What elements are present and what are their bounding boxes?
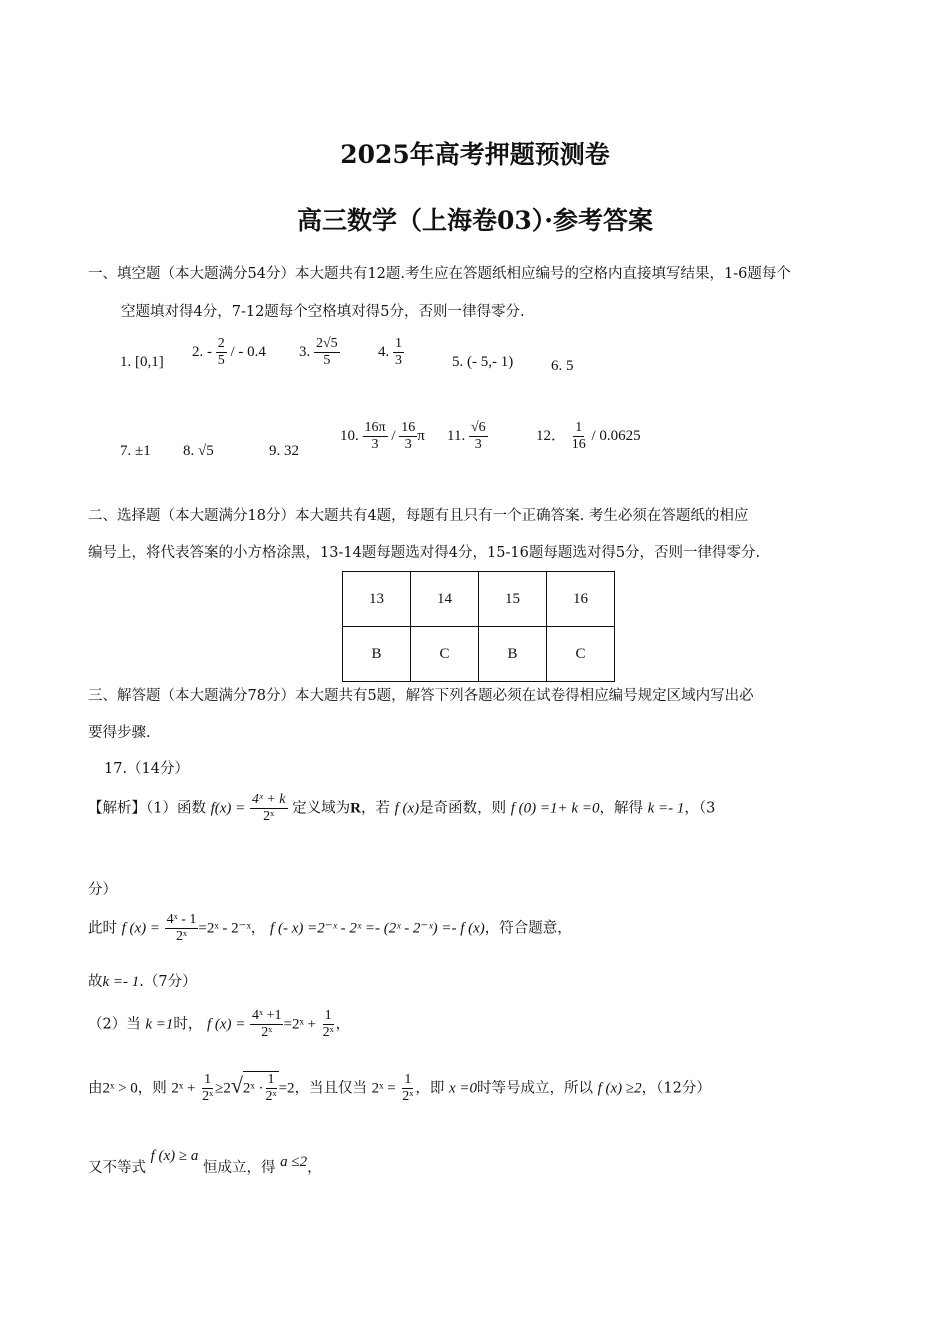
table-cell: C [547, 627, 615, 682]
answer-value: (- 5,- 1) [467, 354, 514, 370]
answer-value: √5 [198, 443, 214, 459]
math-expr: f (x) [394, 800, 420, 817]
answer-number: 3. [299, 344, 311, 361]
math-expr: ≥2 [215, 1080, 231, 1097]
table-row [343, 627, 615, 682]
table-cell: B [343, 627, 411, 682]
math-expr: f (x) = [121, 920, 161, 937]
math-expr: f (0) =1+ k =0 [510, 800, 600, 817]
table-header-cell: 13 [343, 572, 411, 627]
section2-intro-line2: 编号上，将代表答案的小方格涂黑，13-14题每题选对得4分，15-16题每题选对得5分，否则一律得零分. [88, 545, 761, 561]
text: ，则 [137, 1080, 167, 1097]
text: ，（3 [684, 800, 716, 817]
answer-number: 4. [378, 344, 390, 361]
math-expr: f (x) ≥ a [150, 1148, 199, 1164]
math-expr: =2 [278, 1080, 295, 1097]
q17-part2-line [88, 1008, 350, 1041]
answer-value: ±1 [135, 443, 151, 459]
math-fraction: $\frac{1}{\text{2ˣ}}$ [402, 1072, 414, 1105]
section2-intro-line1: 二、选择题（本大题满分18分）本大题共有4题，每题有且只有一个正确答案. 考生必须在答题纸的相应 [88, 508, 749, 524]
table-cell: C [411, 627, 479, 682]
answer-7 [120, 443, 151, 460]
text: 是奇函数，则 [419, 800, 507, 817]
math-expr: 2ˣ = [371, 1080, 396, 1097]
text: ，解得 [599, 800, 643, 817]
math-expr: k =- 1 [102, 974, 140, 990]
answer-value: [0,1] [135, 354, 164, 370]
math-fraction: $\frac{\text{4ˣ +1}}{\text{2ˣ}}$ [252, 1008, 282, 1041]
math-expr: 2ˣ + [171, 1080, 196, 1097]
table-row [343, 572, 615, 627]
text: 此时 [88, 920, 117, 937]
q17-part1-score: 分） [88, 882, 117, 898]
math-R: R [350, 800, 361, 817]
answer-1 [120, 354, 164, 371]
text: ， [250, 920, 266, 937]
text: ，当且仅当 [294, 1080, 368, 1097]
answer-value: 32 [284, 443, 299, 459]
table-header-cell: 16 [547, 572, 615, 627]
text: 又不等式 [88, 1160, 146, 1176]
text: 【解析】（1）函数 [88, 800, 206, 817]
text: ，即 [415, 1080, 445, 1097]
sqrt-radicand [243, 1071, 279, 1105]
answer-6 [551, 358, 574, 375]
answer-number: 11. [447, 428, 466, 445]
answer-separator: / [391, 428, 396, 445]
math-fraction: $\frac{\text{4ˣ - 1}}{\text{2ˣ}}$ [166, 912, 197, 945]
answer-10 [340, 420, 425, 453]
section1-intro-line1: 一、填空题（本大题满分54分）本大题共有12题.考生应在答题纸相应编号的空格内直接填写结果，1-6题每个 [88, 266, 791, 282]
q17-heading: 17.（14分） [104, 761, 190, 777]
math-expr: x =0 [448, 1080, 477, 1097]
page-subtitle: 高三数学（上海卷03）·参考答案 [297, 206, 653, 235]
math-fraction: $\frac{1}{\text{2ˣ}}$ [202, 1072, 214, 1105]
math-expr: 2ˣ · [242, 1080, 264, 1097]
text: （2）当 [88, 1016, 141, 1033]
answer-5 [452, 354, 513, 371]
answer-number: 9. [269, 443, 281, 459]
sqrt-icon: √ [230, 1072, 243, 1098]
text: 由 [88, 1080, 103, 1097]
answer-number: 6. [551, 358, 563, 374]
math-expr: f(x) = [210, 800, 246, 817]
answer-fraction: $\frac{√6}{3}$ [470, 420, 486, 453]
answer-fraction: $\frac{1}{3}$ [395, 336, 402, 369]
text: .（7分） [139, 974, 197, 990]
answer-number: 10. [340, 428, 359, 445]
text: ，（12分） [641, 1080, 711, 1097]
section1-intro-line2: 空题填对得4分，7-12题每个空格填对得5分，否则一律得零分. [121, 304, 525, 320]
q17-part1-line [88, 792, 715, 825]
table-header-cell: 14 [411, 572, 479, 627]
math-expr: 2ˣ > 0 [102, 1080, 138, 1097]
math-expr: =2ˣ + [283, 1016, 316, 1033]
math-fraction: $\frac{1}{\text{2ˣ}}$ [265, 1072, 277, 1105]
math-expr: f (- x) =2⁻ˣ - 2ˣ =- (2ˣ - 2⁻ˣ) =- f (x) [270, 920, 485, 937]
answer-number: 2. [192, 344, 204, 361]
q17-part1-result [88, 970, 197, 991]
answer-fraction: $\frac{2}{5}$ [217, 336, 225, 369]
text: ， [307, 1160, 322, 1176]
answer-fraction: $\frac{2√5}{5}$ [316, 336, 338, 369]
table-header-cell: 15 [479, 572, 547, 627]
math-expr: k =1 [145, 1016, 174, 1033]
answer-number: 7. [120, 443, 132, 459]
choice-answer-table [342, 571, 615, 682]
answer-fraction: $\frac{16}{3}$ [401, 420, 416, 453]
answer-11 [447, 420, 488, 453]
answer-3 [299, 336, 340, 369]
answer-fraction: $\frac{16\pi}{3}$ [364, 420, 386, 453]
text: ，若 [360, 800, 390, 817]
answer-fraction: $\frac{1}{16}$ [571, 420, 586, 453]
q17-part2-inequality [88, 1071, 711, 1105]
text: 时等号成立，所以 [476, 1080, 593, 1097]
q17-part2-conclusion [88, 1148, 322, 1177]
answer-4 [378, 336, 404, 369]
table-cell: B [479, 627, 547, 682]
page-title: 2025年高考押题预测卷 [340, 140, 610, 169]
answer-sign: - [207, 344, 212, 361]
text: 恒成立，得 [203, 1160, 276, 1176]
math-fraction: $\frac{\text{4ˣ + k}}{\text{2ˣ}}$ [251, 792, 286, 825]
answer-alt: / - 0.4 [230, 344, 266, 361]
text: ，符合题意， [484, 920, 572, 937]
answer-value: 5 [566, 358, 574, 374]
text: ， [335, 1016, 351, 1033]
answer-alt: / 0.0625 [591, 428, 641, 445]
section3-intro-line1: 三、解答题（本大题满分78分）本大题共有5题，解答下列各题必须在试卷得相应编号规定区域内写出必 [88, 688, 754, 704]
q17-part1-check [88, 912, 572, 945]
answer-number: 12． [536, 428, 567, 445]
answer-8 [183, 443, 214, 460]
answer-pi: π [417, 428, 425, 445]
math-expr: f (x) ≥2 [597, 1080, 642, 1097]
math-expr: f (x) = [206, 1016, 246, 1033]
answer-number: 5. [452, 354, 464, 370]
answer-2 [192, 336, 266, 369]
text: 定义域为 [292, 800, 351, 817]
answer-number: 8. [183, 443, 195, 459]
answer-12 [536, 420, 641, 453]
answer-number: 1. [120, 354, 132, 370]
math-expr: k =- 1 [647, 800, 685, 817]
text: 时， [173, 1016, 203, 1033]
section3-intro-line2: 要得步骤. [88, 725, 151, 741]
math-expr: =2ˣ - 2⁻ˣ [198, 920, 251, 937]
math-fraction: $\frac{1}{\text{2ˣ}}$ [322, 1008, 334, 1041]
answer-9 [269, 443, 299, 460]
math-expr: a ≤2 [280, 1154, 308, 1170]
text: 故 [88, 974, 103, 990]
